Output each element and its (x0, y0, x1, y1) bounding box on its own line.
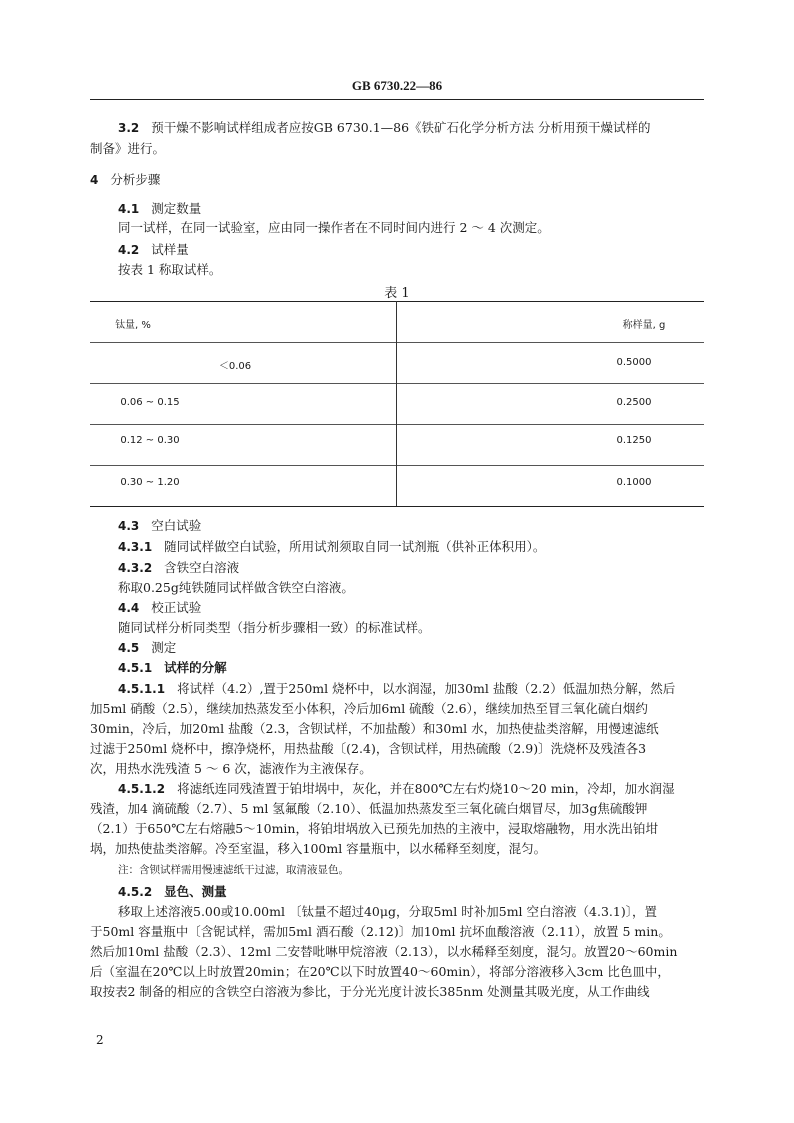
section-4-3-2-heading (118, 560, 239, 576)
page-number: 2 (96, 1033, 104, 1047)
section-4-heading (90, 172, 160, 188)
section-text: 将试样（4.2）,置于250ml 烧杯中，以水润湿，加30ml 盐酸（2.2）低温加热分解，然后 (177, 681, 676, 696)
section-4-5-1-1-line: 过滤于250ml 烧杯中，擦净烧杯，用热盐酸〔(2.4)，含钡试样，用热硫酸（2.9)〕洗烧杯及残渣各3 (90, 741, 647, 756)
header-title: GB 6730.22—86 (351, 78, 443, 93)
section-4-5-2-line: 于50ml 容量瓶中〔含铌试样，需加5ml 酒石酸（2.12)〕加10ml 抗坏血酸溶液（2.11），放置 5 min。 (90, 924, 671, 939)
section-4-3-heading (118, 518, 201, 534)
table-row-rule (90, 424, 704, 425)
table-cell: 0.1250 (616, 435, 652, 446)
section-4-5-1-1-line: 加5ml 硝酸（2.5），继续加热蒸发至小体积，冷后加6ml 硫酸（2.6），继续加热至冒三氧化硫白烟约 (90, 701, 648, 716)
table-top-rule (90, 301, 704, 302)
table-cell: ＜0.06 (218, 361, 252, 372)
section-4-5-heading (118, 640, 176, 656)
section-number: 4.5.1.1 (118, 682, 166, 696)
table-cell: 0.12 ~ 0.30 (120, 435, 180, 446)
section-3-2-line-2: 制备》进行。 (90, 141, 166, 156)
table-header-sample-mass: 称样量, g (622, 320, 666, 331)
section-4-5-1-2-line: 残渣，加4 滴硫酸（2.7）、5 ml 氢氟酸（2.10）、低温加热蒸发至三氧化硫白烟冒尽，加3g焦硫酸钾 (90, 801, 648, 816)
table-1 (90, 301, 704, 506)
section-4-5-1-2-line: 埚，加热使盐类溶解。冷至室温，移入100ml 容量瓶中，以水稀释至刻度，混匀。 (90, 841, 547, 856)
section-title: 试样的分解 (164, 660, 227, 675)
section-4-5-2-line: 移取上述溶液5.00或10.00ml 〔钛量不超过40μg，分取5ml 时补加5ml 空白溶液（4.3.1)〕，置 (118, 904, 657, 919)
section-4-2-body: 按表 1 称取试样。 (118, 262, 222, 277)
section-4-3-2-body: 称取0.25g纯铁随同试样做含铁空白溶液。 (118, 580, 354, 595)
section-text: 随同试样做空白试验，所用试剂须取自同一试剂瓶（供补正体积用）。 (164, 539, 546, 554)
section-title: 显色、测量 (164, 884, 227, 899)
section-4-5-2-heading (118, 884, 227, 900)
section-number: 4.3 (118, 519, 140, 533)
section-4-1-body: 同一试样，在同一试验室，应由同一操作者在不同时间内进行 2 ～ 4 次测定。 (118, 220, 550, 235)
section-title: 试样量 (151, 242, 189, 257)
table-row-rule (90, 465, 704, 466)
header-rule (90, 99, 704, 100)
section-number: 4.5.1 (118, 661, 153, 675)
section-number: 4.5 (118, 641, 140, 655)
section-4-5-1-2-line (118, 781, 675, 797)
table-header-titanium: 钛量, % (115, 320, 151, 331)
section-4-5-2-line: 后（室温在20℃以上时放置20min；在20℃以下时放置40～60min），将部分溶液移入3cm 比色皿中， (90, 964, 670, 979)
section-number: 4.5.1.2 (118, 782, 166, 796)
table-cell: 0.06 ~ 0.15 (120, 397, 180, 408)
section-number: 4.2 (118, 243, 140, 257)
section-4-5-1-2-line: （2.1）于650℃左右熔融5～10min，将铂坩埚放入已预先加热的主液中，浸取熔融物，用水洗出铂坩 (90, 821, 658, 836)
section-4-4-body: 随同试样分析同类型（指分析步骤相一致）的标准试样。 (118, 620, 431, 635)
section-number: 3.2 (118, 121, 140, 135)
section-number: 4.1 (118, 202, 140, 216)
table-cell: 0.30 ~ 1.20 (120, 477, 180, 488)
section-4-4-heading (118, 600, 201, 616)
table-column-rule (396, 301, 397, 506)
table-cell: 0.5000 (616, 357, 652, 368)
section-title: 测定 (151, 640, 177, 655)
section-title: 校正试验 (151, 600, 202, 615)
table-bottom-rule (90, 506, 704, 507)
section-4-1-heading (118, 201, 201, 217)
section-number: 4 (90, 173, 99, 187)
section-number: 4.4 (118, 601, 140, 615)
table-cell: 0.1000 (616, 477, 652, 488)
section-4-5-1-1-line (118, 681, 675, 697)
section-4-5-1-heading (118, 660, 227, 676)
section-4-3-1 (118, 539, 545, 555)
section-text: 将滤纸连同残渣置于铂坩埚中，灰化，并在800℃左右灼烧10～20 min，冷却，加水润湿 (177, 781, 675, 796)
table-cell: 0.2500 (616, 397, 652, 408)
table-row-rule (90, 383, 704, 384)
section-4-5-2-line: 取按表2 制备的相应的含铁空白溶液为参比，于分光光度计波长385nm 处测量其吸光度，从工作曲线 (90, 984, 650, 999)
section-text: 预干燥不影响试样组成者应按GB 6730.1—86《铁矿石化学分析方法 分析用预干燥试样的 (151, 120, 651, 135)
section-3-2-line-1 (118, 120, 651, 136)
section-number: 4.3.2 (118, 561, 153, 575)
section-title: 测定数量 (151, 201, 202, 216)
section-number: 4.5.2 (118, 885, 153, 899)
section-4-5-1-1-line: 30min，冷后，加20ml 盐酸（2.3，含钡试样，不加盐酸）和30ml 水，加热使盐类溶解，用慢速滤纸 (90, 721, 659, 736)
section-title: 分析步骤 (110, 172, 161, 187)
section-4-5-2-line: 然后加10ml 盐酸（2.3）、12ml 二安替吡啉甲烷溶液（2.13），以水稀释至刻度，混匀。放置20～60min (90, 944, 678, 959)
section-title: 空白试验 (151, 518, 202, 533)
section-title: 含铁空白溶液 (164, 560, 240, 575)
table-caption: 表 1 (384, 286, 410, 301)
note-text: 注：含钡试样需用慢速滤纸干过滤，取清液显色。 (118, 864, 349, 876)
section-number: 4.3.1 (118, 540, 153, 554)
section-4-2-heading (118, 242, 189, 258)
table-header-rule (90, 342, 704, 343)
section-4-5-1-1-line: 次，用热水洗残渣 5 ～ 6 次，滤液作为主液保存。 (90, 761, 372, 776)
